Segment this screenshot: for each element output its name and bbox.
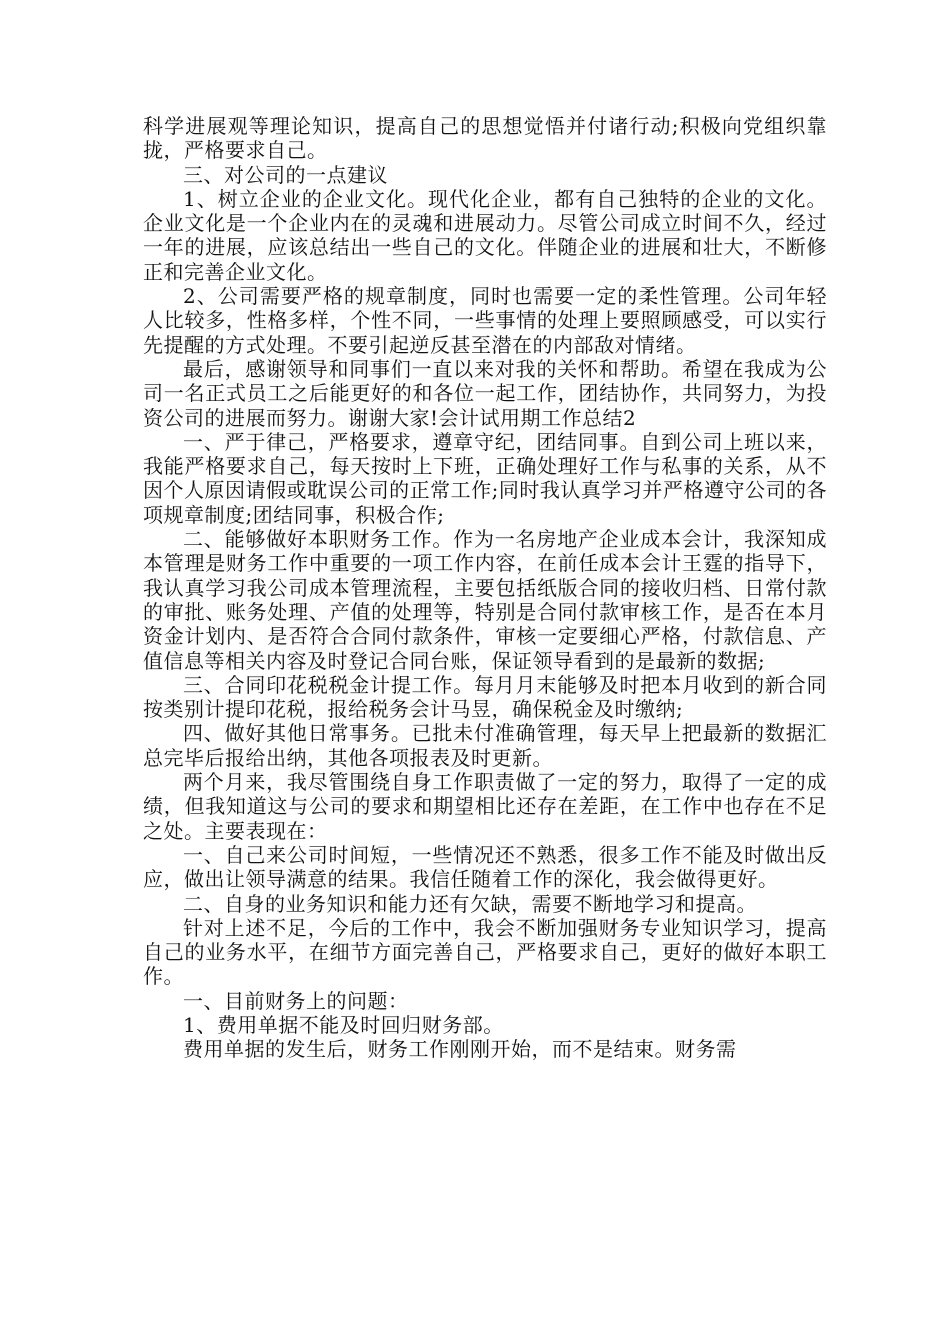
document-page: [143, 114, 827, 1062]
paragraph-6: 一、严于律己，严格要求，遵章守纪，团结同事。自到公司上班以来，我能严格要求自己，每天按时上下班，正确处理好工作与私事的关系，从不因个人原因请假或耽误公司的正常工作;同时我认真学习并严格遵守公司的各项规章制度;团结同事，积极合作;: [143, 429, 827, 527]
section-heading-problems: 一、目前财务上的问题：: [183, 988, 409, 1013]
paragraph-4: 2、公司需要严格的规章制度，同时也需要一定的柔性管理。公司年轻人比较多，性格多样，个性不同，一些事情的处理上要照顾感受，可以实行先提醒的方式处理。不要引起逆反甚至潜在的内部敌对情绪。: [143, 284, 827, 357]
paragraph-8: 三、合同印花税税金计提工作。每月月末能够及时把本月收到的新合同按类别计提印花税，报给税务会计马昱，确保税金及时缴纳;: [143, 672, 827, 722]
paragraph-12: 二、自身的业务知识和能力还有欠缺，需要不断地学习和提高。: [183, 891, 757, 916]
paragraph-5: 最后，感谢领导和同事们一直以来对我的关怀和帮助。希望在我成为公司一名正式员工之后能更好的和各位一起工作，团结协作，共同努力，为投资公司的进展而努力。谢谢大家!会计试用期工作总结2: [143, 356, 827, 430]
paragraph-10: 两个月来，我尽管围绕自身工作职责做了一定的努力，取得了一定的成绩，但我知道这与公司的要求和期望相比还存在差距，在工作中也存在不足之处。主要表现在：: [143, 770, 827, 843]
paragraph-16: 费用单据的发生后，财务工作刚刚开始，而不是结束。财务需: [183, 1037, 737, 1062]
paragraph-11: 一、自己来公司时间短，一些情况还不熟悉，很多工作不能及时做出反应，做出让领导满意的结果。我信任随着工作的深化，我会做得更好。: [143, 842, 827, 892]
paragraph-3: 1、树立企业的企业文化。现代化企业，都有自己独特的企业的文化。企业文化是一个企业内在的灵魂和进展动力。尽管公司成立时间不久，经过一年的进展，应该总结出一些自己的文化。伴随企业的进展和壮大，不断修正和完善企业文化。: [143, 186, 827, 284]
section-heading-suggestions: 三、对公司的一点建议: [183, 162, 388, 187]
paragraph-13: 针对上述不足，今后的工作中，我会不断加强财务专业知识学习，提高自己的业务水平，在细节方面完善自己，严格要求自己，更好的做好本职工作。: [143, 915, 827, 989]
paragraph-15: 1、费用单据不能及时回归财务部。: [183, 1012, 504, 1037]
paragraph-9: 四、做好其他日常事务。已批未付准确管理，每天早上把最新的数据汇总完毕后报给出纳，其他各项报表及时更新。: [143, 721, 827, 770]
paragraph-1: 科学进展观等理论知识，提高自己的思想觉悟并付诸行动;积极向党组织靠拢，严格要求自己。: [143, 114, 827, 163]
paragraph-7: 二、能够做好本职财务工作。作为一名房地产企业成本会计，我深知成本管理是财务工作中重要的一项工作内容，在前任成本会计王霆的指导下，我认真学习我公司成本管理流程，主要包括纸版合同的接收归档、日常付款的审批、账务处理、产值的处理等，特别是合同付款审核工作，是否在本月资金计划内、是否符合合同付款条件，审核一定要细心严格，付款信息、产值信息等相关内容及时登记合同台账，保证领导看到的是最新的数据;: [143, 527, 827, 673]
